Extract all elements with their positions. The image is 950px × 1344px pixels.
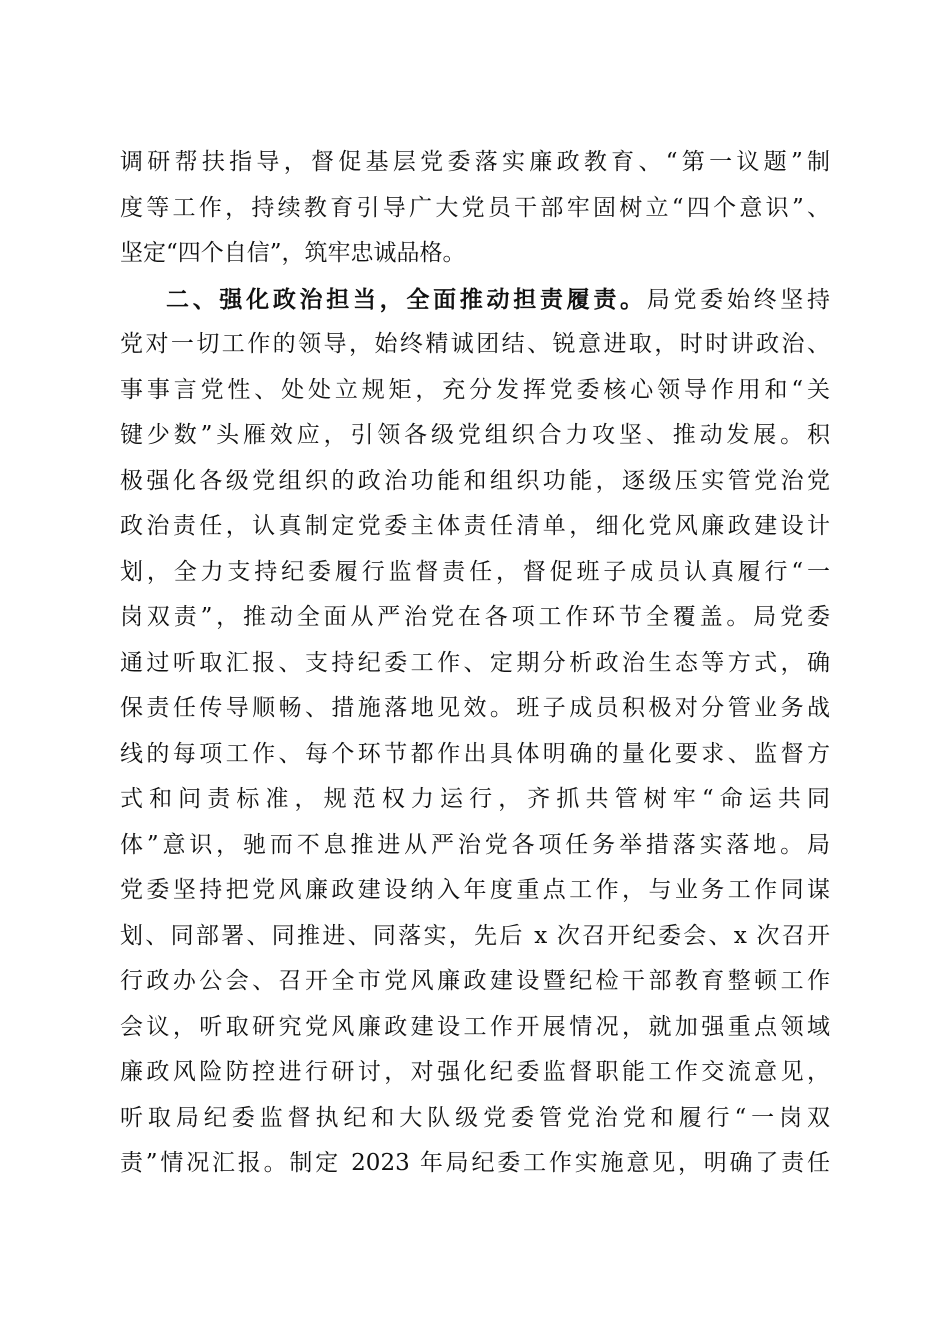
text-line: 线的每项工作、每个环节都作出具体明确的量化要求、监督方 xyxy=(120,740,830,767)
text-line: 键少数”头雁效应，引领各级党组织合力攻坚、推动发展。积 xyxy=(120,422,830,448)
text-line: 听取局纪委监督执纪和大队级党委管党治党和履行“一岗双 xyxy=(120,1104,830,1131)
section-heading: 二、强化政治担当，全面推动担责履责。 xyxy=(166,285,647,313)
paragraph-2 xyxy=(120,277,830,1187)
text-line: 式和问责标准，规范权力运行，齐抓共管树牢“命运共同 xyxy=(120,786,830,812)
text-line: 会议，听取研究党风廉政建设工作开展情况，就加强重点领域 xyxy=(120,1013,830,1040)
text-line: 保责任传导顺畅、措施落地见效。班子成员积极对分管业务战 xyxy=(120,695,830,721)
text-line: 度等工作，持续教育引导广大党员干部牢固树立“四个意识”、 xyxy=(120,194,830,221)
text-line: 划、同部署、同推进、同落实，先后 x 次召开纪委会、x 次召开 xyxy=(120,922,830,949)
text-line: 事事言党性、处处立规矩，充分发挥党委核心领导作用和“关 xyxy=(120,376,830,403)
text-line: 政治责任，认真制定党委主体责任清单，细化党风廉政建设计 xyxy=(120,513,830,539)
text-line: 廉政风险防控进行研讨，对强化纪委监督职能工作交流意见， xyxy=(120,1059,830,1085)
text-line: 坚定“四个自信”，筑牢忠诚品格。 xyxy=(120,240,466,266)
text-line: 调研帮扶指导，督促基层党委落实廉政教育、“第一议题”制 xyxy=(120,149,830,175)
text-line: 党对一切工作的领导，始终精诚团结、锐意进取，时时讲政治、 xyxy=(120,331,830,357)
text-line: 行政办公会、召开全市党风廉政建设暨纪检干部教育整顿工作 xyxy=(120,968,830,994)
document-body xyxy=(120,140,830,1187)
text-line: 岗双责”，推动全面从严治党在各项工作环节全覆盖。局党委 xyxy=(120,604,830,630)
text-line: 极强化各级党组织的政治功能和组织功能，逐级压实管党治党 xyxy=(120,467,830,494)
text-line: 通过听取汇报、支持纪委工作、定期分析政治生态等方式，确 xyxy=(120,649,830,676)
text-line: 划，全力支持纪委履行监督责任，督促班子成员认真履行“一 xyxy=(120,558,830,585)
text-line: 责”情况汇报。制定 2023 年局纪委工作实施意见，明确了责任 xyxy=(120,1150,830,1176)
text-line: 党委坚持把党风廉政建设纳入年度重点工作，与业务工作同谋 xyxy=(120,877,830,903)
text-fragment: 局党委始终坚持 xyxy=(646,286,830,313)
paragraph-2-first-line xyxy=(120,277,830,323)
paragraph-1 xyxy=(120,140,830,277)
text-line: 体”意识，驰而不息推进从严治党各项任务举措落实落地。局 xyxy=(120,831,830,858)
